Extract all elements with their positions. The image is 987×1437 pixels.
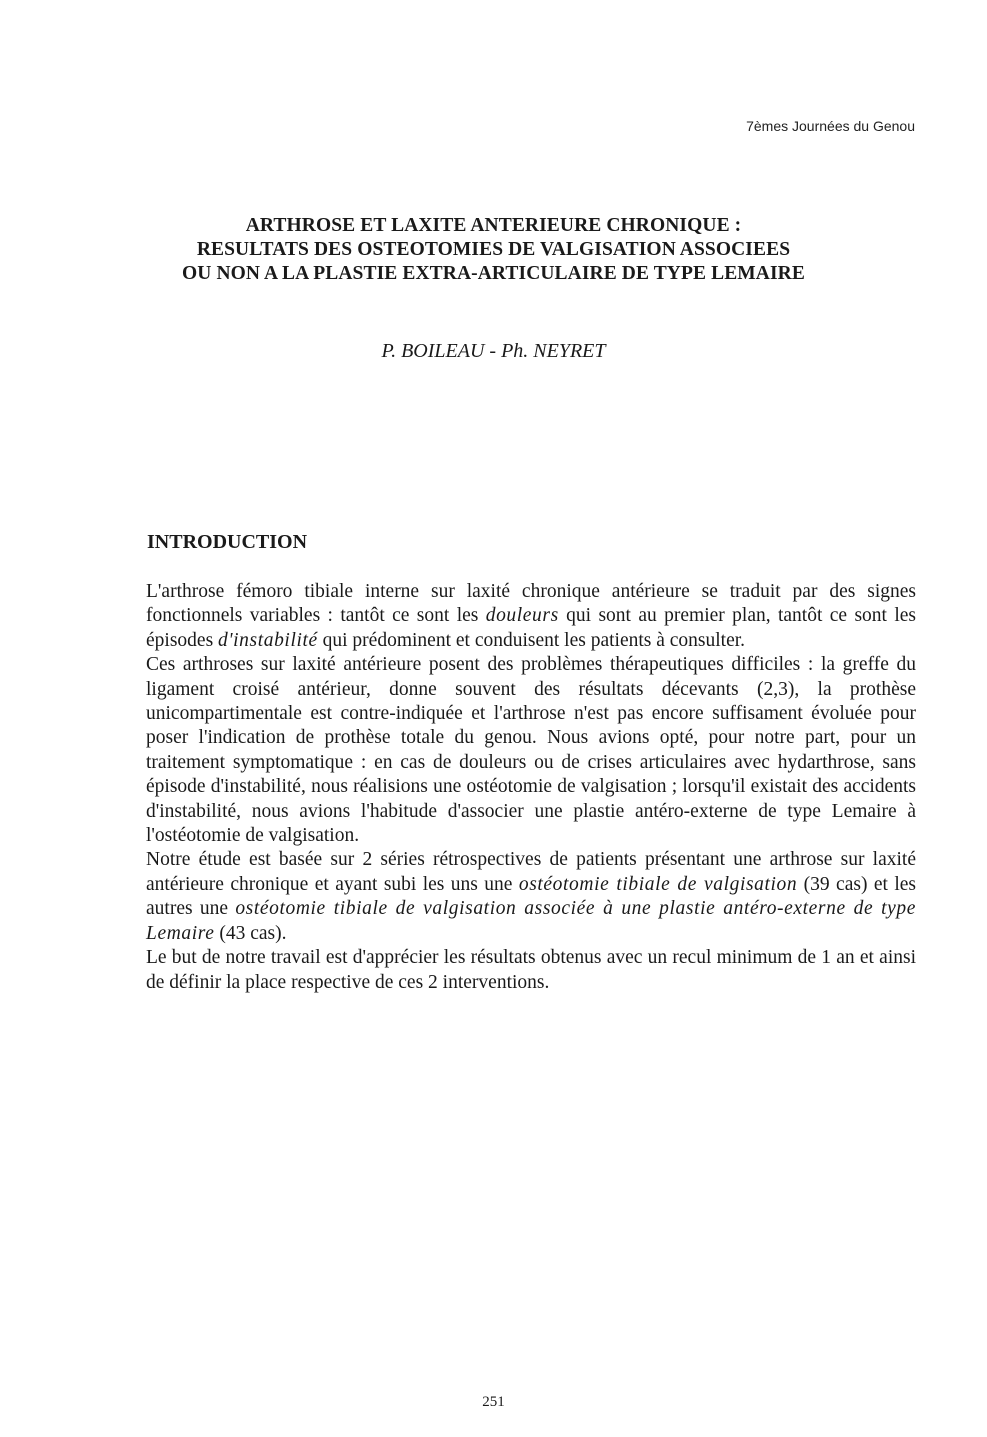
text-run: L'arthrose fémoro tibiale interne sur laxité chronique antérieure se traduit par des signes fonctionnels variables : tantôt ce sont les (146, 581, 916, 627)
text-run: (39 cas) et les autres une (146, 873, 916, 920)
authors: P. BOILEAU - Ph. NEYRET (381, 340, 606, 362)
paragraph-2: Ces arthroses sur laxité antérieure posent des problèmes thérapeutiques difficiles : la greffe du ligament croisé antérieur, donne souvent des résultats décevants (2,3), la prothèse unicompartimentale est contre-indiquée et l'arthrose n'est pas encore suffisament évoluée pour poser l'indication de prothèse totale du genou. Nous avions opté, pour notre part, pour un traitement symptomatique : en cas de douleurs ou de crises articulaires avec hydarthrose, sans épisode d'instabilité, nous réalisions une ostéotomie de valgisation ; lorsqu'il existait des accidents d'instabilité, nous avions l'habitude d'associer une plastie antéro-externe de type Lemaire à l'ostéotomie de valgisation. (146, 654, 916, 847)
text-run: (43 cas). (214, 922, 287, 944)
introduction-body (146, 580, 916, 995)
text-run: qui sont au premier plan, tantôt ce sont les épisodes (146, 605, 916, 651)
emphasis: douleurs (485, 605, 559, 627)
paragraph-1 (146, 580, 916, 653)
emphasis: d'instabilité (218, 629, 318, 651)
title-line-1: ARTHROSE ET LAXITE ANTERIEURE CHRONIQUE : (245, 215, 742, 236)
paragraph-3 (146, 848, 916, 946)
section-heading-introduction: INTRODUCTION (147, 531, 308, 553)
title-line-3: OU NON A LA PLASTIE EXTRA-ARTICULAIRE DE TYPE LEMAIRE (182, 263, 805, 284)
emphasis: ostéotomie tibiale de valgisation associée à une plastie antéro-externe de type Lemaire (146, 898, 917, 944)
page-number: 251 (482, 1394, 505, 1410)
emphasis: ostéotomie tibiale de valgisation (518, 873, 798, 895)
running-header: 7èmes Journées du Genou (746, 118, 915, 134)
paper-title (0, 214, 987, 286)
text-run: Notre étude est basée sur 2 séries rétrospectives de patients présentant une arthrose sur laxité antérieure chronique et ayant subi les uns une (146, 849, 916, 895)
title-line-2: RESULTATS DES OSTEOTOMIES DE VALGISATION ASSOCIEES (196, 239, 791, 260)
text-run: qui prédominent et conduisent les patients à consulter. (317, 629, 746, 651)
paragraph-4: Le but de notre travail est d'apprécier les résultats obtenus avec un recul minimum de 1 an et ainsi de définir la place respective de ces 2 interventions. (146, 947, 916, 993)
